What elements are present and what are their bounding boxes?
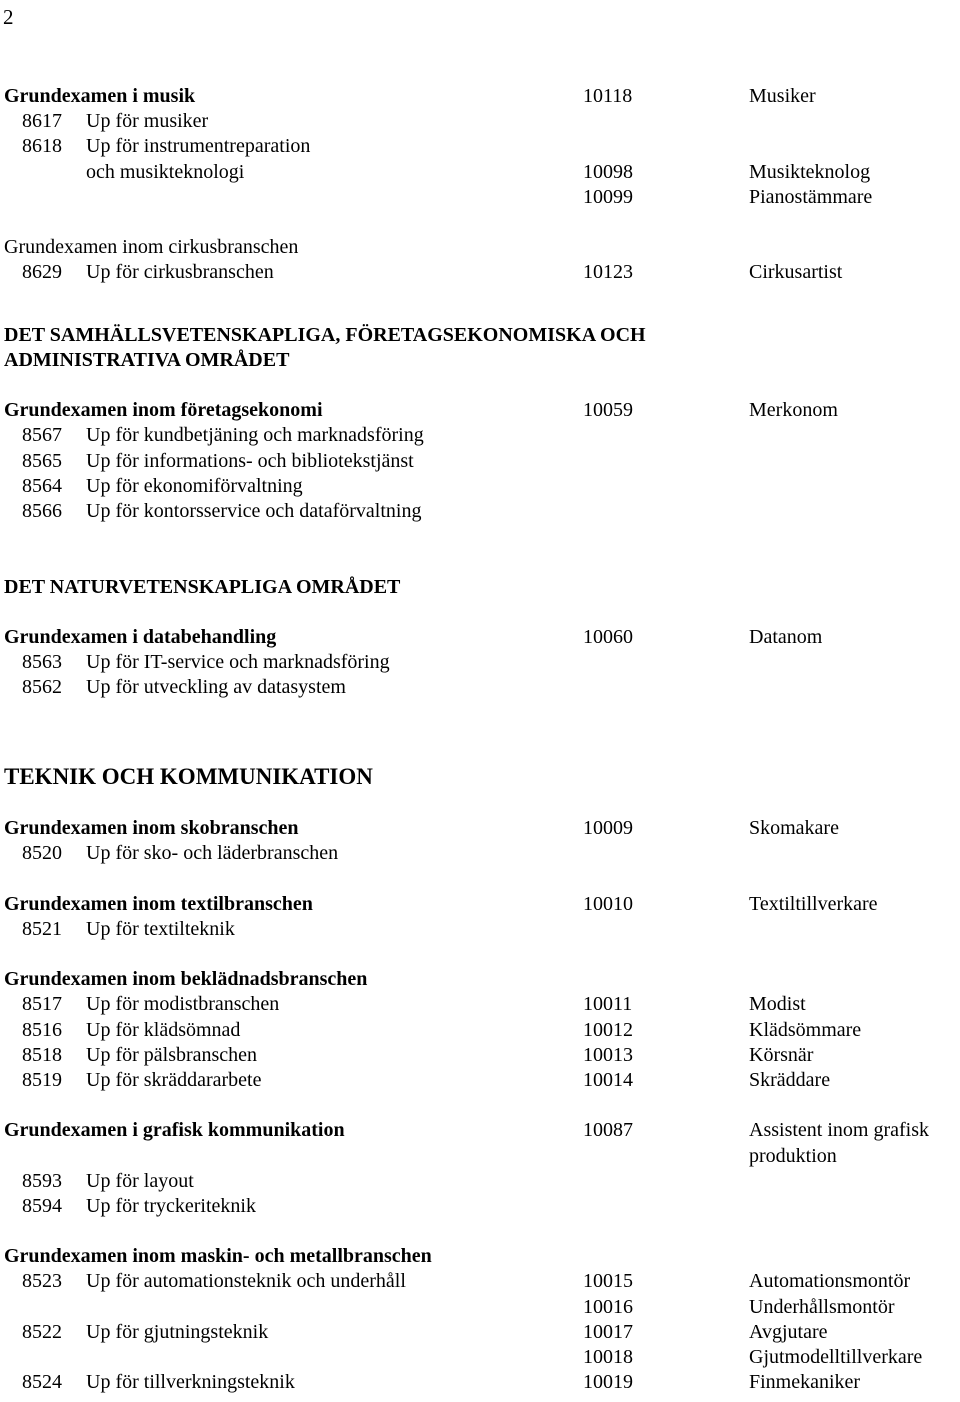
program-row: [4, 1068, 958, 1093]
occupation-title: Finmekaniker: [749, 1371, 861, 1394]
program-code: 8567: [22, 424, 62, 447]
program-name: Up för textilteknik: [86, 917, 235, 940]
degree-title: Grundexamen inom maskin- och metallbranschen: [4, 1245, 432, 1268]
degree-row-circus: [4, 235, 958, 260]
program-name: Up för tillverkningsteknik: [86, 1371, 295, 1394]
program-code: 8520: [22, 842, 62, 865]
degree-title: Grundexamen inom cirkusbranschen: [4, 236, 299, 259]
occupation-title: Klädsömmare: [749, 1018, 862, 1041]
occupation-title: Datanom: [749, 625, 823, 648]
program-row: [4, 1320, 958, 1345]
program-code: 8566: [22, 500, 62, 523]
program-name: och musikteknologi: [86, 160, 245, 183]
degree-title: Grundexamen i grafisk kommunikation: [4, 1119, 345, 1142]
program-code: 8518: [22, 1043, 62, 1066]
occupation-code: 10019: [583, 1371, 633, 1394]
program-code: 8617: [22, 110, 62, 133]
program-row: [4, 1345, 958, 1370]
occupation-title: Modist: [749, 993, 806, 1016]
program-row: [4, 841, 958, 866]
occupation-title: produktion: [749, 1144, 837, 1167]
program-name: Up för IT-service och marknadsföring: [86, 651, 390, 674]
program-code: 8593: [22, 1169, 62, 1192]
occupation-title: Skräddare: [749, 1068, 831, 1091]
occupation-code: 10099: [583, 185, 633, 208]
occupation-code: 10014: [583, 1068, 633, 1091]
degree-title: Grundexamen inom skobranschen: [4, 817, 299, 840]
program-code: 8524: [22, 1371, 62, 1394]
occupation-code: 10009: [583, 817, 633, 840]
program-row: [4, 650, 958, 675]
occupation-title: Textiltillverkare: [749, 892, 878, 915]
program-name: Up för pälsbranschen: [86, 1043, 258, 1066]
occupation-title: Musiker: [749, 85, 816, 107]
program-code: 8522: [22, 1320, 62, 1343]
occupation-title: Gjutmodelltillverkare: [749, 1346, 923, 1369]
section-heading: DET NATURVETENSKAPLIGA OMRÅDET: [4, 575, 401, 598]
program-row: [4, 1269, 958, 1294]
degree-title: Grundexamen inom företagsekonomi: [4, 399, 323, 422]
occupation-code: 10087: [583, 1119, 633, 1142]
occupation-code: 10123: [583, 261, 633, 284]
program-row: [4, 1194, 958, 1219]
section-heading: TEKNIK OCH KOMMUNIKATION: [4, 763, 373, 789]
occupation-title: Underhållsmontör: [749, 1295, 895, 1318]
program-code: 8594: [22, 1194, 62, 1217]
program-row: [4, 1018, 958, 1043]
program-row: [4, 474, 958, 499]
degree-row-textile: [4, 892, 958, 917]
program-name: Up för cirkusbranschen: [86, 261, 274, 284]
occupation-code: 10059: [583, 399, 633, 422]
program-name: Up för gjutningsteknik: [86, 1320, 269, 1343]
program-row: [4, 675, 958, 700]
program-row: [4, 1295, 958, 1320]
occupation-code: 10011: [583, 993, 633, 1016]
program-code: 8517: [22, 993, 62, 1016]
program-row: [4, 1043, 958, 1068]
program-code: 8563: [22, 651, 62, 674]
program-row: [4, 423, 958, 448]
program-row: [4, 160, 958, 185]
program-row: [4, 449, 958, 474]
program-name: Up för layout: [86, 1169, 194, 1192]
degree-row-business: [4, 398, 958, 423]
occupation-title: Skomakare: [749, 817, 839, 840]
program-row: [4, 109, 958, 134]
occupation-code: 10060: [583, 625, 633, 648]
occupation-title: Automationsmontör: [749, 1270, 911, 1293]
program-name: Up för klädsömnad: [86, 1018, 241, 1041]
occupation-title: Avgjutare: [749, 1320, 828, 1343]
program-code: 8562: [22, 676, 62, 699]
program-name: Up för informations- och bibliotekstjänst: [86, 449, 414, 472]
occupation-title: Körsnär: [749, 1043, 814, 1066]
program-code: 8516: [22, 1018, 62, 1041]
section-heading: DET SAMHÄLLSVETENSKAPLIGA, FÖRETAGSEKONOMISKA OCH: [4, 323, 646, 346]
program-code: 8521: [22, 917, 62, 940]
program-code: 8564: [22, 474, 62, 497]
page-number: 2: [3, 5, 14, 29]
document-body: [4, 84, 958, 1395]
section-heading: ADMINISTRATIVA OMRÅDET: [4, 348, 290, 371]
program-name: Up för kontorsservice och dataförvaltning: [86, 500, 422, 523]
program-name: Up för ekonomiförvaltning: [86, 474, 303, 497]
degree-row-data: [4, 625, 958, 650]
occupation-code: 10098: [583, 160, 633, 183]
program-row: [4, 499, 958, 524]
program-code: 8618: [22, 135, 62, 158]
program-row: [4, 1169, 958, 1194]
degree-row-music: [4, 84, 958, 109]
program-code: 8519: [22, 1068, 62, 1091]
occupation-code: 10010: [583, 892, 633, 915]
degree-row-graphic: [4, 1118, 958, 1143]
program-code: 8629: [22, 261, 62, 284]
program-name: Up för modistbranschen: [86, 993, 280, 1016]
occupation-title-continued: [4, 1144, 958, 1169]
occupation-code: 10118: [583, 85, 633, 107]
occupation-code: 10015: [583, 1270, 633, 1293]
program-name: Up för musiker: [86, 110, 209, 133]
program-name: Up för skräddararbete: [86, 1068, 262, 1091]
program-name: Up för automationsteknik och underhåll: [86, 1270, 406, 1293]
program-name: Up för instrumentreparation: [86, 135, 311, 158]
program-row: [4, 917, 958, 942]
program-row: [4, 260, 958, 285]
occupation-code: 10017: [583, 1320, 633, 1343]
program-row: [4, 185, 958, 210]
program-name: Up för tryckeriteknik: [86, 1194, 256, 1217]
occupation-title: Musikteknolog: [749, 160, 871, 183]
program-name: Up för kundbetjäning och marknadsföring: [86, 424, 424, 447]
degree-title: Grundexamen i databehandling: [4, 625, 277, 648]
occupation-title: Pianostämmare: [749, 185, 873, 208]
occupation-code: 10018: [583, 1346, 633, 1369]
degree-row-shoes: [4, 816, 958, 841]
program-code: 8565: [22, 449, 62, 472]
degree-title: Grundexamen inom textilbranschen: [4, 892, 313, 915]
program-row: [4, 134, 958, 159]
occupation-title: Cirkusartist: [749, 261, 843, 284]
degree-row-machine: [4, 1244, 958, 1269]
program-row: [4, 1370, 958, 1395]
occupation-code: 10012: [583, 1018, 633, 1041]
program-name: Up för sko- och läderbranschen: [86, 842, 339, 865]
program-code: 8523: [22, 1270, 62, 1293]
degree-title: Grundexamen i musik: [4, 85, 196, 107]
occupation-title: Assistent inom grafisk: [749, 1119, 929, 1142]
degree-title: Grundexamen inom beklädnadsbranschen: [4, 968, 368, 991]
occupation-title: Merkonom: [749, 399, 838, 422]
program-row: [4, 992, 958, 1017]
degree-row-clothing: [4, 967, 958, 992]
occupation-code: 10013: [583, 1043, 633, 1066]
occupation-code: 10016: [583, 1295, 633, 1318]
program-name: Up för utveckling av datasystem: [86, 676, 346, 699]
